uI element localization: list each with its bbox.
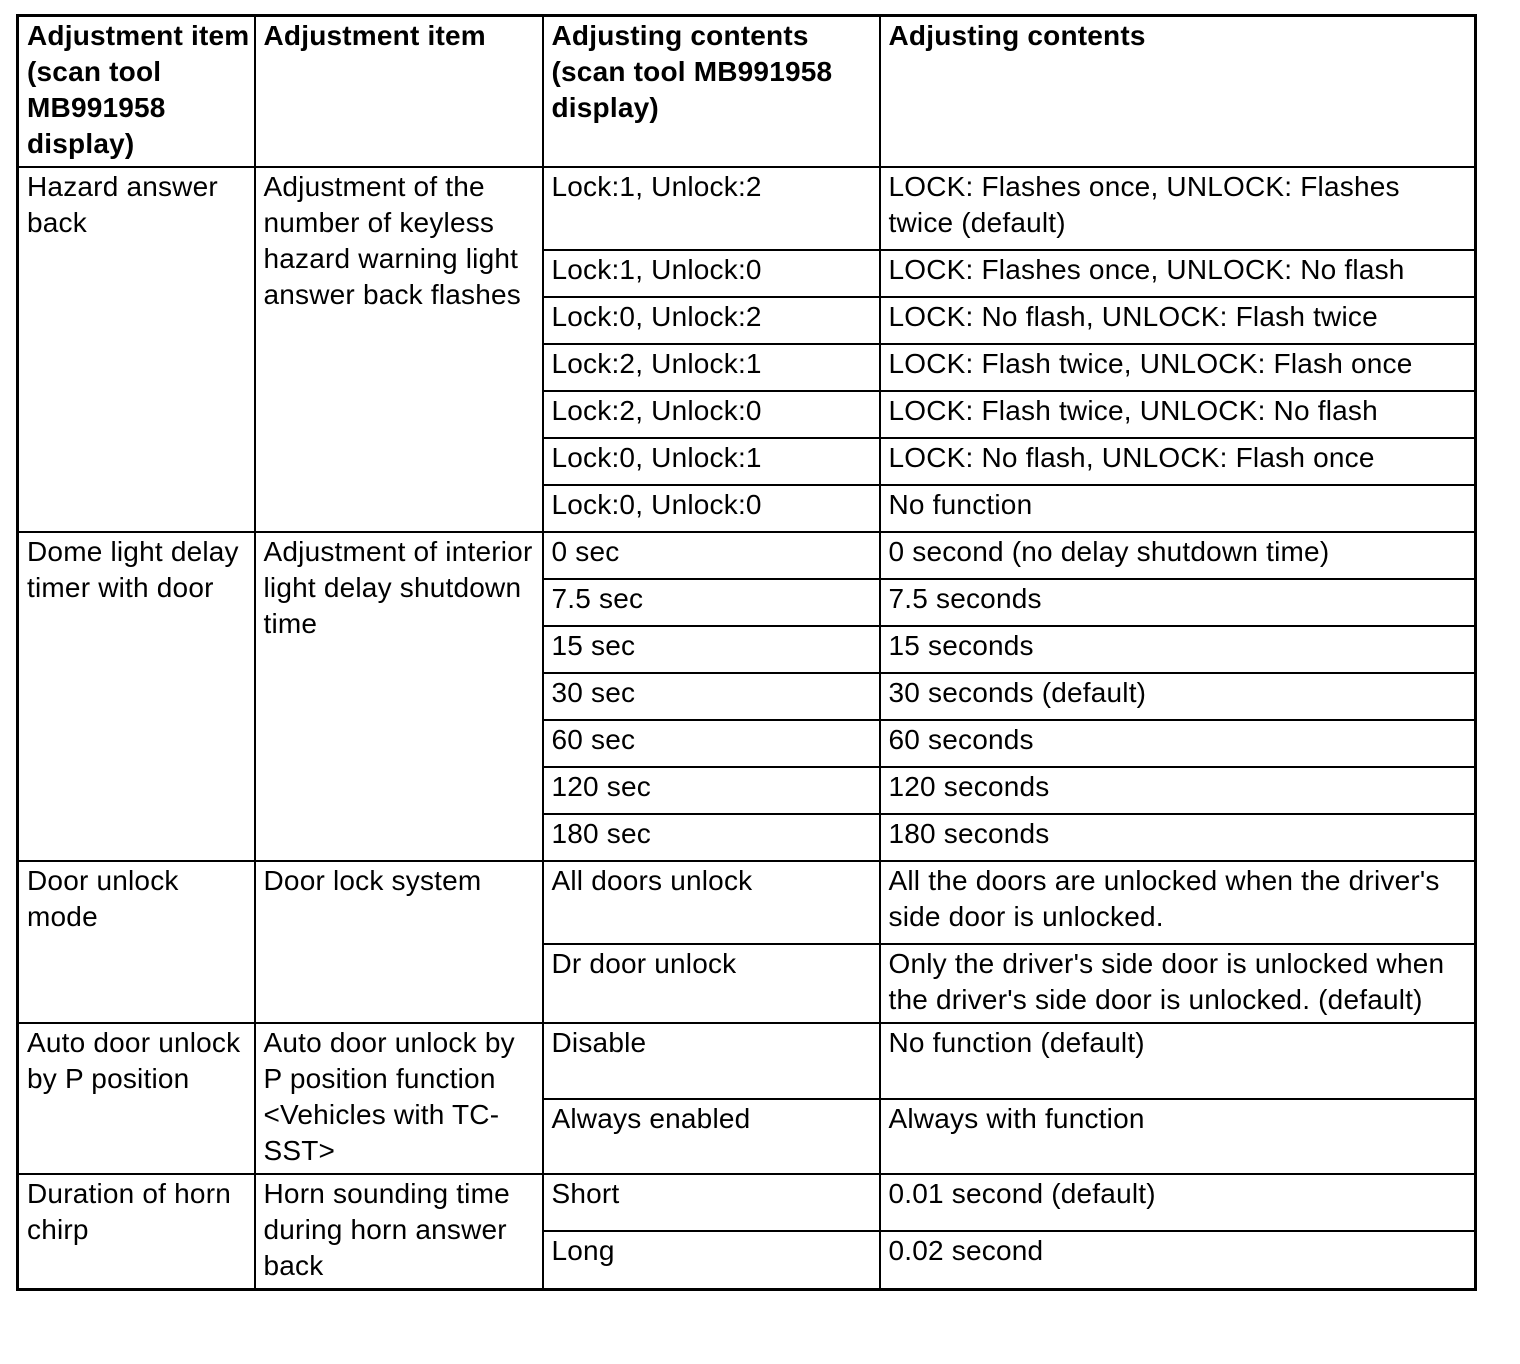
table-row: [18, 1023, 1476, 1099]
option-content: LOCK: Flashes once, UNLOCK: No flash: [880, 250, 1476, 297]
option-display: Lock:0, Unlock:0: [543, 485, 880, 532]
option-display: Dr door unlock: [543, 944, 880, 1023]
option-content: 120 seconds: [880, 767, 1476, 814]
option-content: LOCK: No flash, UNLOCK: Flash once: [880, 438, 1476, 485]
table-row: [18, 1174, 1476, 1231]
table-row: [18, 532, 1476, 579]
option-content: No function (default): [880, 1023, 1476, 1099]
adjustment-table: [16, 14, 1477, 1291]
option-display: 15 sec: [543, 626, 880, 673]
option-display: Short: [543, 1174, 880, 1231]
option-display: 7.5 sec: [543, 579, 880, 626]
table-row: [18, 167, 1476, 250]
option-display: Lock:1, Unlock:0: [543, 250, 880, 297]
option-content: No function: [880, 485, 1476, 532]
group-display-item: Auto door unlock by P position: [18, 1023, 255, 1174]
option-content: 60 seconds: [880, 720, 1476, 767]
group-display-item: Hazard answer back: [18, 167, 255, 532]
option-display: Lock:1, Unlock:2: [543, 167, 880, 250]
header-display-item: Adjustment item (scan tool MB991958 display): [18, 16, 255, 168]
header-item: Adjustment item: [255, 16, 543, 168]
group-display-item: Door unlock mode: [18, 861, 255, 1023]
option-content: 7.5 seconds: [880, 579, 1476, 626]
header-content: Adjusting contents: [880, 16, 1476, 168]
option-display: 30 sec: [543, 673, 880, 720]
group-display-item: Duration of horn chirp: [18, 1174, 255, 1290]
option-display: 120 sec: [543, 767, 880, 814]
header-display-content: Adjusting contents (scan tool MB991958 display): [543, 16, 880, 168]
group-item: Adjustment of interior light delay shutdown time: [255, 532, 543, 861]
group-item: Horn sounding time during horn answer back: [255, 1174, 543, 1290]
group-item: Auto door unlock by P position function <Vehicles with TC-SST>: [255, 1023, 543, 1174]
option-display: Disable: [543, 1023, 880, 1099]
option-display: 180 sec: [543, 814, 880, 861]
group-display-item: Dome light delay timer with door: [18, 532, 255, 861]
option-display: Lock:2, Unlock:1: [543, 344, 880, 391]
option-content: Always with function: [880, 1099, 1476, 1175]
option-content: 15 seconds: [880, 626, 1476, 673]
option-display: All doors unlock: [543, 861, 880, 944]
option-display: 0 sec: [543, 532, 880, 579]
option-display: Always enabled: [543, 1099, 880, 1175]
option-display: Lock:0, Unlock:2: [543, 297, 880, 344]
option-content: 0 second (no delay shutdown time): [880, 532, 1476, 579]
option-display: Lock:2, Unlock:0: [543, 391, 880, 438]
group-item: Adjustment of the number of keyless hazard warning light answer back flashes: [255, 167, 543, 532]
option-content: All the doors are unlocked when the driver's side door is unlocked.: [880, 861, 1476, 944]
option-content: 180 seconds: [880, 814, 1476, 861]
option-content: 0.02 second: [880, 1231, 1476, 1289]
option-content: LOCK: Flash twice, UNLOCK: No flash: [880, 391, 1476, 438]
table-row: [18, 861, 1476, 944]
option-display: Long: [543, 1231, 880, 1289]
option-content: Only the driver's side door is unlocked when the driver's side door is unlocked. (default): [880, 944, 1476, 1023]
option-display: Lock:0, Unlock:1: [543, 438, 880, 485]
option-content: 0.01 second (default): [880, 1174, 1476, 1231]
group-item: Door lock system: [255, 861, 543, 1023]
option-content: LOCK: Flash twice, UNLOCK: Flash once: [880, 344, 1476, 391]
option-display: 60 sec: [543, 720, 880, 767]
header-row: [18, 16, 1476, 168]
option-content: LOCK: Flashes once, UNLOCK: Flashes twice (default): [880, 167, 1476, 250]
option-content: 30 seconds (default): [880, 673, 1476, 720]
option-content: LOCK: No flash, UNLOCK: Flash twice: [880, 297, 1476, 344]
